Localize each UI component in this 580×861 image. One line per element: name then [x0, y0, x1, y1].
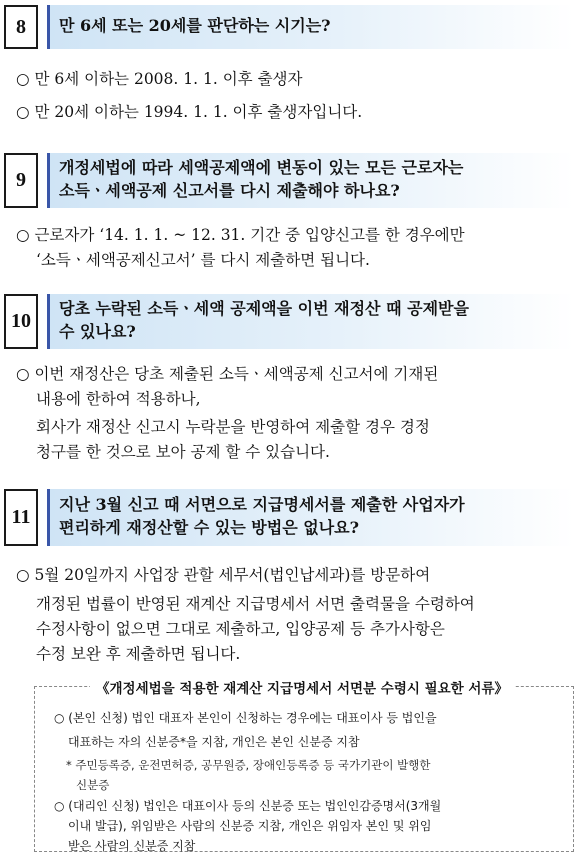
box-line: ○ (본인 신청) 법인 대표자 본인이 신청하는 경우에는 대표이사 등 법인을: [54, 711, 437, 725]
question-line: 소득ㆍ세액공제 신고서를 다시 제출해야 하나요?: [59, 181, 400, 200]
answer-line: 개정된 법률이 반영된 재계산 지급명세서 서면 출력물을 수령하여: [36, 595, 475, 613]
question-8: [4, 5, 574, 49]
answer-line: 수정사항이 없으면 그대로 제출하고, 입양공제 등 추가사항은: [36, 620, 445, 638]
answer-line: 수정 보완 후 제출하면 됩니다.: [36, 645, 241, 663]
question-text: [47, 5, 574, 49]
question-number: 9: [4, 153, 38, 208]
question-line: 만 6세 또는 20세를 판단하는 시기는?: [59, 16, 331, 35]
answer-9: [16, 223, 570, 273]
answer-line: 청구를 한 것으로 보아 공제 할 수 있습니다.: [36, 443, 330, 461]
box-line: 대표하는 자의 신분증*을 지참, 개인은 본인 신분증 지참: [68, 735, 360, 749]
question-text: [47, 153, 574, 208]
box-line: * 주민등록증, 운전면허증, 공무원증, 장애인등록증 등 국가기관이 발행한: [66, 758, 431, 772]
question-10: [4, 294, 574, 349]
answer-line: ○ 이번 재정산은 당초 제출된 소득ㆍ세액공제 신고서에 기재된: [16, 365, 439, 383]
question-9: [4, 153, 574, 208]
box-item-agent: [54, 796, 574, 856]
answer-line: 회사가 재정산 신고시 누락분을 반영하여 제출할 경우 경정: [36, 418, 430, 436]
question-line: 당초 누락된 소득ㆍ세액 공제액을 이번 재정산 때 공제받을: [59, 299, 469, 318]
question-text: [47, 294, 574, 349]
question-line: 수 있나요?: [59, 322, 136, 341]
box-line: 신분증: [76, 778, 110, 792]
question-11: [4, 489, 574, 546]
answer-line: ○ 만 6세 이하는 2008. 1. 1. 이후 출생자: [16, 70, 303, 88]
question-line: 개정세법에 따라 세액공제액에 변동이 있는 모든 근로자는: [59, 158, 464, 177]
box-title: 《개정세법을 적용한 재계산 지급명세서 서면분 수령시 필요한 서류》: [90, 677, 514, 697]
answer-line: ‘소득ㆍ세액공제신고서’ 를 다시 제출하면 됩니다.: [36, 251, 370, 269]
box-footnote: [66, 755, 571, 795]
answer-line: ○ 근로자가 ‘14. 1. 1. ~ 12. 31. 기간 중 입양신고를 한 경우에만: [16, 226, 465, 244]
answer-11: [16, 563, 570, 667]
question-number: 10: [4, 294, 38, 349]
box-line: 받은 사람의 신분증 지참: [68, 839, 196, 853]
question-number: 8: [4, 5, 38, 49]
question-number: 11: [4, 489, 38, 546]
answer-line: ○ 만 20세 이하는 1994. 1. 1. 이후 출생자입니다.: [16, 103, 363, 121]
box-line: ○ (대리인 신청) 법인은 대표이사 등의 신분증 또는 법인인감증명서(3개월: [54, 799, 442, 813]
answer-line: ○ 5월 20일까지 사업장 관할 세무서(법인납세과)를 방문하여: [16, 566, 431, 584]
answer-line: 내용에 한하여 적용하나,: [36, 390, 201, 408]
answer-10: [16, 362, 570, 465]
box-item-self: [54, 708, 574, 752]
question-line: 지난 3월 신고 때 서면으로 지급명세서를 제출한 사업자가: [59, 495, 465, 514]
answer-8: [16, 67, 570, 125]
question-line: 편리하게 재정산할 수 있는 방법은 없나요?: [59, 518, 359, 537]
box-line: 이내 발급), 위임받은 사람의 신분증 지참, 개인은 위임자 본인 및 위임: [68, 819, 432, 833]
question-text: [47, 489, 574, 546]
